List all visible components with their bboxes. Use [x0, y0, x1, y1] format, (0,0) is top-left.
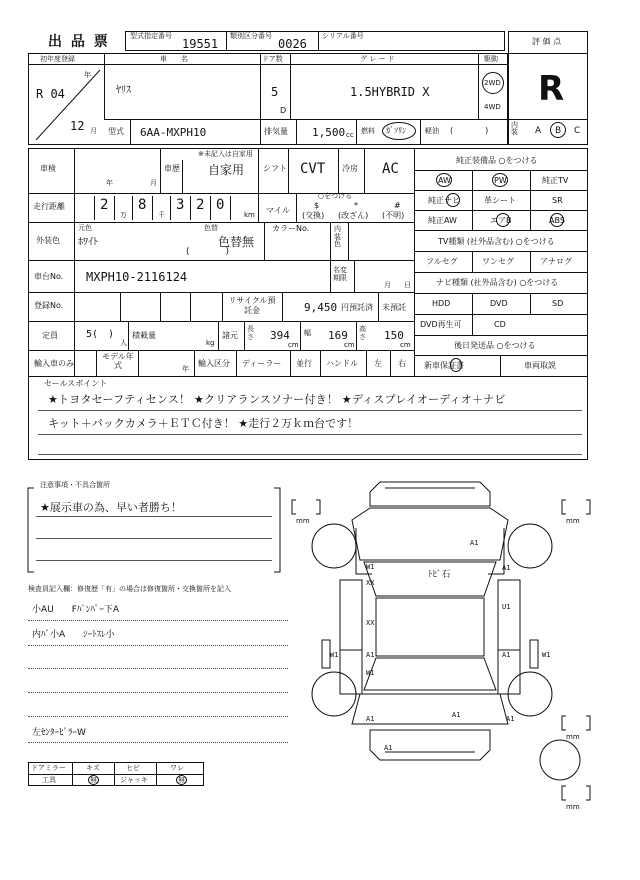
tv-header: TV種類 (社外品含む) ○をつける [438, 237, 555, 246]
name-change-label: 名変期限 [333, 266, 347, 283]
handle-label: ハンドル [326, 359, 358, 368]
mileage-star: * [354, 201, 358, 210]
damage-mark-front-left-fender: W1 [366, 563, 375, 571]
car-name-value: ﾔﾘｽ [116, 85, 131, 96]
inspector-line-6: 左ｾﾝﾀｰﾋﾟﾗｰW [32, 728, 86, 738]
damage-mark-left-rear-fender: W1 [366, 669, 375, 677]
name-change-day: 日 [404, 281, 411, 289]
navi-header: ナビ種類 (社外品含む) ○をつける [436, 278, 559, 287]
import-dealer: ディーラー [242, 359, 282, 368]
height-cm: cm [400, 341, 411, 349]
width-value: 169 [328, 329, 348, 342]
doors-label: ドア数 [262, 55, 283, 63]
equipment-header: 純正装備品 ○をつける [456, 156, 538, 165]
legend-door-mirror: ドアミラー [31, 764, 66, 772]
capacity-value: 5( ) [86, 329, 115, 340]
interior-grade-c: C [574, 126, 581, 136]
fuel-label: 燃料 [361, 127, 375, 135]
mileage-exchange: (交換) [302, 211, 325, 220]
type-no-label: 型式指定番号 [130, 32, 172, 40]
mileage-label: 走行距離 [33, 202, 65, 211]
name-change-month: 月 [384, 281, 391, 289]
inspector-line-2: 内ﾊﾞ小A ｼｰﾄｽﾚ小 [32, 630, 115, 640]
mileage-dollar: $ [314, 201, 320, 210]
import-label: 輸入車のみ [34, 359, 74, 368]
equip-airbag: エアB [490, 216, 512, 225]
first-reg-era: R 04 [36, 87, 65, 101]
ac-value: AC [382, 161, 399, 177]
chassis-value: MXPH10-2116124 [86, 270, 188, 284]
sheet-title: 出 品 票 [48, 34, 110, 50]
handle-right: 右 [398, 359, 406, 368]
type-no-value: 19551 [182, 37, 219, 51]
ac-label: 冷房 [342, 164, 358, 173]
legend-scratch: キズ [86, 764, 100, 772]
notes-line-1: ★展示車の為、早い者勝ち！ [40, 501, 182, 514]
later-warranty: 新車保証書 [424, 361, 464, 370]
damage-mark-left-door: XX [366, 619, 375, 627]
doors-suffix: D [280, 106, 287, 115]
mileage-man: 万 [120, 211, 127, 219]
grade-value: 1.5HYBRID X [350, 85, 430, 99]
repaint-label: 色替 [204, 224, 218, 232]
mileage-digit-5: 0 [216, 197, 225, 213]
drive-4wd: 4WD [484, 103, 501, 111]
interior-color-label: 内装色 [334, 225, 341, 249]
notes-label: 注意事項・不具合箇所 [40, 481, 110, 489]
recycle-amount: 9,450 [304, 301, 338, 314]
inspector-label: 検査員記入欄：修復歴「有」の場合は修復箇所・交換箇所を記入 [28, 585, 231, 593]
width-label: 幅 [304, 329, 311, 337]
navi-hdd: HDD [432, 299, 451, 308]
model-label: 型式 [108, 127, 124, 136]
tv-oneseg: ワンセグ [482, 257, 514, 266]
diagram-mm-1: mm [296, 517, 310, 525]
history-label: 車歴 [164, 164, 180, 173]
legend-jack-value: 無 [178, 776, 185, 784]
diagram-mm-3: mm [566, 733, 580, 741]
inspector-line-1: 小AU Fﾊﾞﾝﾊﾟｰ下A [32, 605, 120, 615]
equip-tv: 純正TV [542, 176, 569, 185]
mileage-digit-2: 8 [138, 197, 147, 213]
first-reg-year-unit: 年 [84, 71, 91, 79]
sales-line-2: キット＋バックカメラ＋ＥＴＣ付き！ ★走行２万ｋｍ台です！ [48, 417, 359, 430]
diagram-mm-2: mm [566, 517, 580, 525]
later-manual: 車両取説 [524, 361, 556, 370]
mileage-circle-note: ○をつける [318, 192, 353, 200]
height-value: 150 [384, 329, 404, 342]
damage-mark-right-door: U1 [502, 603, 511, 611]
equip-genuine-aw: 純正AW [428, 216, 457, 225]
later-header: 後日発送品 ○をつける [454, 341, 536, 350]
mileage-digit-4: 2 [196, 197, 205, 213]
serial-label: シリアル番号 [322, 32, 364, 40]
damage-mark-windshield: ﾄﾋﾞ石 [428, 570, 451, 580]
mileage-digit-1: 2 [100, 197, 109, 213]
color-label: 外装色 [36, 236, 60, 245]
doors-value: 5 [271, 85, 279, 99]
legend-crack: ヒビ [126, 764, 140, 772]
repaint-value: 色替無 [218, 235, 255, 249]
inspection-month-unit: 月 [150, 179, 157, 187]
fuel-paren: ( ) [450, 126, 489, 135]
length-value: 394 [270, 329, 290, 342]
interior-grade-a: A [535, 126, 542, 136]
fuel-value: ｶﾞｿﾘﾝ [386, 126, 406, 135]
mileage-unknown: (不明) [382, 211, 405, 220]
dvd-play-label: DVD再生可 [420, 320, 462, 329]
mileage-km: km [244, 211, 255, 219]
legend-tools-value: 無 [90, 776, 97, 784]
load-kg: kg [206, 339, 215, 347]
displacement-value: 1,500 [312, 126, 346, 139]
mileage-tampered: (改ざん) [338, 211, 369, 220]
dimensions-label: 諸元 [222, 331, 238, 340]
load-label: 積載量 [132, 331, 156, 340]
interior-label: 内装 [511, 121, 518, 136]
shift-value: CVT [300, 161, 326, 177]
category-label: 類別区分番号 [230, 32, 272, 40]
damage-mark-rear-right: A1 [506, 715, 515, 723]
damage-mark-rear-left: A1 [366, 715, 375, 723]
original-color-label: 元色 [78, 224, 92, 232]
cc-unit: cc [346, 131, 354, 139]
model-year-label: モデル年式 [102, 352, 134, 370]
capacity-label: 定員 [42, 331, 58, 340]
sales-line-1: ★トヨタセーフティセンス！ ★クリアランスソナー付き！ ★ディスプレイオーディオ＋ナビ [48, 393, 506, 406]
not-deposited: 未預託 [382, 303, 406, 312]
damage-mark-front-bumper: A1 [470, 539, 479, 547]
score-value: R [538, 69, 565, 109]
category-value: 0026 [278, 37, 307, 51]
interior-grade-b: B [555, 126, 562, 136]
mileage-digit-3: 3 [176, 197, 185, 213]
length-label: 長さ [247, 325, 254, 341]
inspection-year-unit: 年 [106, 179, 113, 187]
first-reg-month-unit: 月 [90, 127, 97, 135]
color-no-label: カラーNo. [272, 224, 310, 233]
navi-sd: SD [552, 299, 564, 308]
history-value: 自家用 [208, 163, 245, 177]
tv-analog: アナログ [540, 257, 572, 266]
damage-mark-left-sill: W1 [330, 651, 339, 659]
damage-mark-front-right-fender: A1 [502, 564, 511, 572]
equip-sr: SR [552, 196, 563, 205]
reg-no-label: 登録No. [34, 301, 64, 310]
displacement-label: 排気量 [264, 127, 288, 136]
handle-left: 左 [374, 359, 382, 368]
chassis-label: 車台No. [34, 272, 64, 281]
model-year-unit: 年 [182, 365, 189, 373]
legend-jack: ジャッキ [120, 776, 148, 784]
tv-fullseg: フルセグ [426, 257, 458, 266]
history-note: ※未記入は自家用 [198, 150, 253, 158]
equip-pw: PW [494, 176, 507, 185]
import-type-label: 輸入区分 [198, 359, 230, 368]
equip-navi: 純正ナビ [428, 196, 460, 205]
original-color-value: ﾎﾜｲﾄ [78, 237, 98, 248]
legend-break: ワレ [170, 764, 184, 772]
first-reg-month: 12 [70, 119, 85, 133]
sales-label: セールスポイント [44, 379, 108, 388]
legend-tools: 工具 [42, 776, 56, 784]
shift-label: シフト [263, 164, 287, 173]
drive-label: 駆動 [484, 55, 498, 63]
equip-abs: ABS [549, 216, 565, 225]
damage-mark-left-rear-door: A1 [366, 651, 375, 659]
equip-aw: AW [438, 176, 451, 185]
damage-mark-rear-bumper: A1 [384, 744, 393, 752]
import-parallel: 並行 [296, 359, 312, 368]
mileage-hash: # [394, 201, 401, 210]
damage-mark-left-a-pillar: XX [366, 579, 375, 587]
mileage-sen: 千 [158, 211, 165, 219]
damage-mark-trunk: A1 [452, 711, 461, 719]
diagram-mm-4: mm [566, 803, 580, 811]
width-cm: cm [344, 341, 355, 349]
navi-dvd: DVD [490, 299, 508, 308]
score-label: 評 価 点 [532, 37, 562, 46]
mile-label: マイル [266, 206, 290, 215]
repaint-paren: ( ) [186, 247, 230, 257]
first-reg-label: 初年度登録 [40, 55, 75, 63]
damage-mark-right-rear-door: A1 [502, 651, 511, 659]
length-cm: cm [288, 341, 299, 349]
capacity-unit: 人 [120, 339, 127, 347]
cd-label: CD [494, 320, 506, 329]
inspection-label: 車検 [40, 164, 56, 173]
light-oil-label: 軽油 [425, 127, 439, 135]
drive-2wd: 2WD [484, 79, 501, 87]
equip-leather: 革シート [484, 196, 516, 205]
recycle-label: リサイクル預託金 [228, 296, 276, 315]
model-value: 6AA-MXPH10 [140, 126, 207, 139]
height-label: 高さ [359, 325, 366, 341]
car-name-label: 車 名 [160, 55, 188, 63]
damage-mark-right-sill: W1 [542, 651, 551, 659]
grade-label: グ レ ー ド [360, 55, 395, 63]
recycle-unit: 円預託済 [341, 303, 373, 312]
